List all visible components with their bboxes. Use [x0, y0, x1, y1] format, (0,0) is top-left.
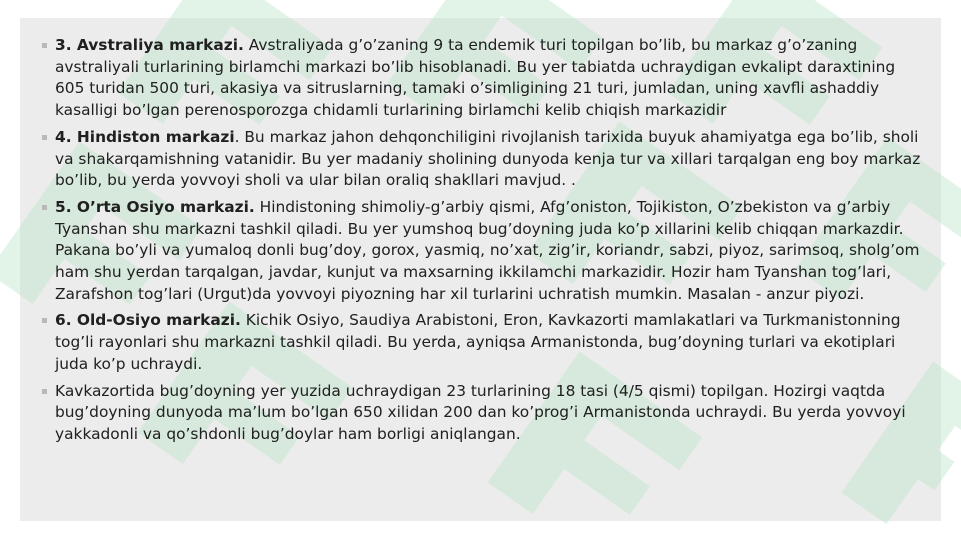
paragraph-india-center — [42, 127, 927, 192]
paragraph-text: Avstraliyada g’o’zaning 9 ta endemik turi topilgan bo’lib, bu markaz g’o’zaning avstraliyali turlarining birlamchi markazi bo’lib hisoblanadi. Bu yer tabiatda uchraydigan evkalipt daraxtining 605 turidan 500 turi, akasiya va sitruslarning, tamaki o’simligining 21 turi, jumladan, uning xavfli ashaddiy kasalligi bo’lgan perenosporozga chidamli turlarining birlamchi kelib chiqish markazidir — [55, 36, 896, 120]
paragraph-text: Hindistoning shimoliy-g’arbiy qismi, Afg’oniston, Tojikiston, O’zbekiston va g’arbiy Tyanshan shu markazni tashkil qiladi. Bu yer yumshoq bug’doyning juda ko’p xillarini kelib chiqqan markazdir. Pakana bo’yli va yumaloq donli bug’doy, gorox, yasmiq, no’xat, zig’ir, koriandr, sabzi, piyoz, sarimsoq, sholg’om ham shu yerdan tarqalgan, javdar, kunjut va maxsarning ikkilamchi markazidir. Hozir ham Tyanshan tog’lari, Zarafshon tog’lari (Urgut)da yovvoyi piyozning har xil turlarini uchratish mumkin. Masalan - anzur piyozi. — [55, 197, 920, 303]
paragraph-title: 5. O’rta Osiyo markazi. — [55, 197, 255, 216]
paragraph-text: Kichik Osiyo, Saudiya Arabistoni, Eron, Kavkazorti mamlakatlari va Turkmanistonning tog’li rayonlari shu markazni tashkil qiladi. Bu yerda, ayniqsa Armanistonda, bug’doyning turlari va ekotiplari juda ko’p uchraydi. — [55, 311, 901, 373]
paragraph-transcaucasia-wheat — [42, 381, 927, 446]
paragraph-australia-center — [42, 35, 927, 122]
paragraph-title: 3. Avstraliya markazi. — [55, 36, 244, 54]
slide-content — [42, 35, 927, 451]
paragraph-text: . Bu markaz jahon dehqonchiligini rivojlanish tarixida buyuk ahamiyatga ega bo’lib, sholi va shakarqamishning vatanidir. Bu yer madaniy sholining dunyoda kenja tur va xillari tarqalgan eng boy markaz bo’lib, bu yerda yovvoyi sholi va ular bilan oraliq shakllari mavjud. . — [55, 127, 921, 190]
paragraph-title: 4. Hindiston markazi — [55, 127, 235, 146]
paragraph-text: Kavkazortida bug’doyning yer yuzida uchraydigan 23 turlarining 18 tasi (4/5 qismi) topilgan. Hozirgi vaqtda bug’doyning dunyoda ma’lum bo’lgan 650 xilidan 200 dan ko’prog’i Armanistonda uchraydi. Bu yerda yovvoyi yakkadonli va qo’shdonli bug’doylar ham borligi aniqlangan. — [55, 381, 906, 443]
paragraph-near-asia-center — [42, 310, 927, 375]
paragraph-central-asia-center — [42, 197, 927, 306]
paragraph-title: 6. Old-Osiyo markazi. — [55, 311, 241, 330]
